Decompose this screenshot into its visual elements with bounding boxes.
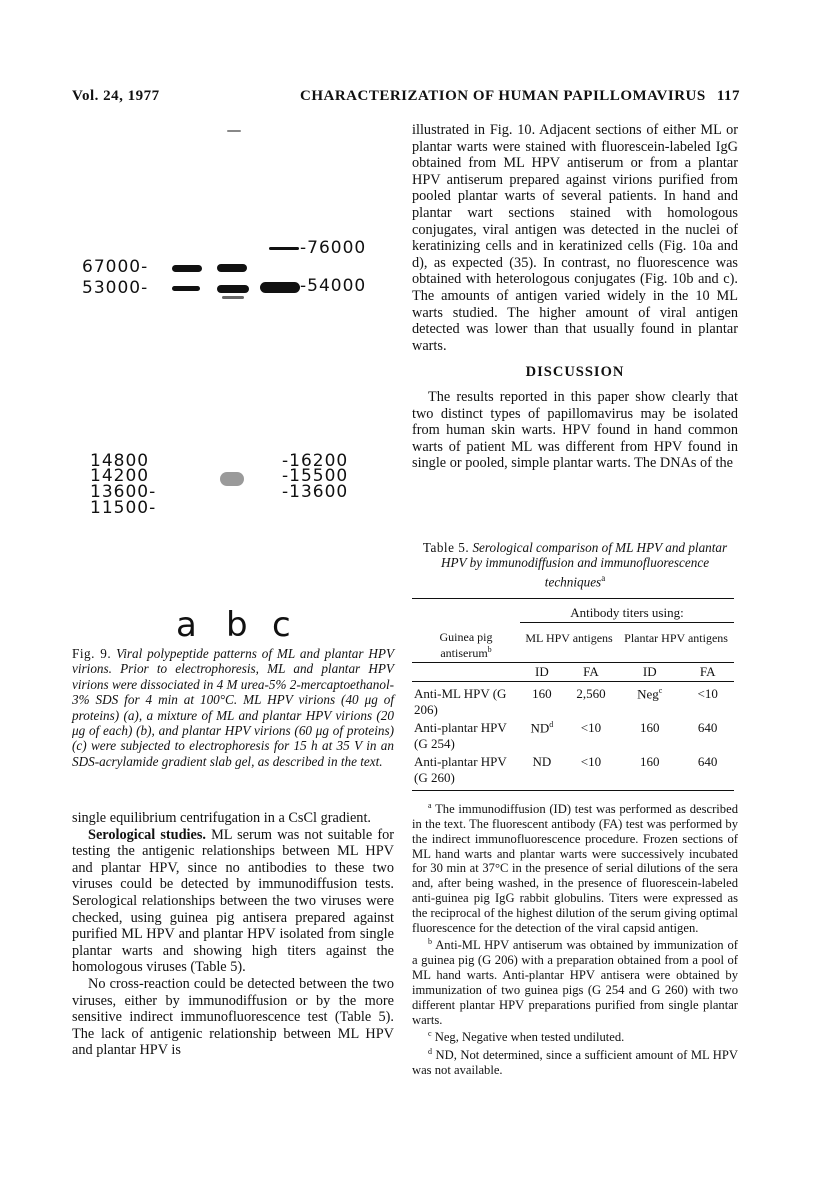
- footnote-a: $^a$ The immunodiffusion (ID) test was performed as described in the text. The fluorescent antibody (FA) test was performed by the indirect immunofluorescence procedure. Frozen sections of ML hand warts and plantar warts were successively incubated for 30 min at 37°C in the presence of serial dilutions of the sera and, after being washed, in the presence of fluorescein-labeled anti-guinea pig IgG rabbit globulins. Titers were expressed as the reciprocal of the highest dilution of the serum giving optimal fluorescence for the detection of the viral capsid antigen.: [412, 801, 738, 935]
- band-a-53000: [172, 286, 200, 291]
- serological-heading: Serological studies.: [88, 826, 207, 843]
- spanner-head: Antibody titers using:: [570, 604, 684, 620]
- marker-11500: 11500-: [90, 498, 157, 518]
- marker-54000: -54000: [300, 276, 367, 296]
- table-5: [412, 540, 738, 1078]
- band-top-speck: [227, 130, 241, 132]
- lane-b-label: b: [226, 605, 248, 645]
- volume-label: Vol. 24, 1977: [72, 88, 160, 104]
- discussion-heading: DISCUSSION: [525, 364, 625, 381]
- left-column: [72, 810, 394, 1059]
- table-title: Table 5. Serological comparison of ML HPV and plantar HPV by immunodiffusion and immunofluorescence techniques$^a$: [422, 540, 728, 590]
- table-footnotes: [412, 799, 738, 1078]
- sub-head-3: ID: [642, 664, 657, 680]
- running-title: CHARACTERIZATION OF HUMAN PAPILLOMAVIRUS: [300, 88, 706, 104]
- footnote-c: $^c$ Neg, Negative when tested undiluted.: [428, 1029, 625, 1045]
- stub-head: Guinea pig antiserum$^b$: [439, 630, 493, 661]
- table-row: Anti-ML HPV (G 206) 160 2,560 Neg$^c$ <10: [412, 682, 734, 720]
- sub-head-1: ID: [535, 664, 549, 680]
- sub-head-4: FA: [699, 664, 716, 680]
- table-label: Table 5.: [422, 540, 470, 555]
- marker-76000: -76000: [300, 238, 367, 258]
- band-b-smudge: [220, 472, 244, 486]
- band-c-54000: [260, 282, 300, 293]
- lane-c-label: c: [272, 605, 291, 645]
- right-para-1: illustrated in Fig. 10. Adjacent sections of either ML or plantar warts were stained with fluorescein-labeled IgG obtained from ML HPV antiserum or from a plantar HPV antiserum prepared against virions purified from pooled plantar warts of several patients. In hand and plantar wart sections stained with homologous conjugates, viral antigen was detected in the nuclei of keratinizing cells and in keratinized cells (Fig. 10a and d), as expected (35). In contrast, no fluorescence was obtained with heterologous conjugates (Fig. 10b and c). The amounts of antigen varied widely in the 10 ML warts studied. The higher amount of viral antigen detected was lower than that usually found in plantar warts.: [412, 122, 738, 354]
- caption-text: Viral polypeptide patterns of ML and plantar HPV virions. Prior to electrophoresis, ML and plantar HPV virions were dissociated in 4 M urea-5% 2-mercaptoethanol-3% SDS for 4 min at 100°C. ML HPV virions (40 μg of proteins) (a), a mixture of ML and plantar HPV virions (20 μg of each) (b), and plantar HPV virions (60 μg of proteins) (c) were subjected to electrophoresis for 15 h at 35 V in an SDS-acrylamide gradient slab gel, as described in the text.: [72, 646, 395, 769]
- marker-14800: 14800: [90, 451, 150, 471]
- table-row: Anti-plantar HPV (G 254) $ND^d$ <10 160 640: [414, 720, 718, 752]
- group-plantar: Plantar HPV antigens: [618, 622, 734, 654]
- band-b-faint: [222, 296, 244, 299]
- table-row: Anti-plantar HPV (G 260) ND <10 160 640: [412, 753, 734, 791]
- right-column: [412, 122, 738, 472]
- marker-13600-right: -13600: [282, 482, 349, 502]
- table-5-grid: [412, 598, 734, 792]
- marker-53000: 53000-: [82, 278, 149, 298]
- marker-15500: -15500: [282, 466, 349, 486]
- page-number: 117: [716, 88, 740, 104]
- marker-14200: 14200: [90, 466, 150, 486]
- sub-head-2: FA: [583, 664, 599, 680]
- band-b-53000: [217, 285, 249, 293]
- band-a-67000: [172, 265, 202, 272]
- running-header: [72, 88, 740, 108]
- left-para-2: Serological studies. ML serum was not suitable for testing the antigenic relationships between ML HPV and plantar HPV, since no antibodies to these two viruses could be detected by immunodiffusion tests. Serological relationships between the two viruses were checked, using guinea pig antisera prepared against purified ML HPV and plantar HPV isolated from single plantar warts and showing high titers against the homologous viruses (Table 5).: [72, 826, 394, 976]
- gel-figure: [72, 120, 392, 645]
- right-para-2: The results reported in this paper show clearly that two distinct types of papillomavirus may be isolated from human skin warts. HPV found in hand common warts of patient ML was different from HPV found in single or pooled, simple plantar warts. The DNAs of the: [412, 388, 738, 472]
- caption-label: Fig. 9.: [72, 646, 112, 661]
- marker-13600: 13600-: [90, 482, 157, 502]
- figure-caption: [72, 646, 394, 769]
- marker-67000: 67000-: [82, 257, 149, 277]
- left-para-1: single equilibrium centrifugation in a CsCl gradient.: [72, 810, 371, 826]
- marker-16200: -16200: [282, 451, 349, 471]
- group-ml: ML HPV antigens: [520, 622, 618, 654]
- band-b-67000: [217, 264, 247, 272]
- band-c-76000: [269, 247, 299, 250]
- lane-a-label: a: [176, 605, 197, 645]
- left-para-3: No cross-reaction could be detected between the two viruses, either by immunodiffusion or by the more sensitive indirect immunofluorescence test (Table 5). The lack of antigenic relationship between ML HPV and plantar HPV is: [72, 975, 394, 1059]
- footnote-b: $^b$ Anti-ML HPV antiserum was obtained by immunization of a guinea pig (G 206) with a preparation obtained from a pool of ML hand warts. Anti-plantar HPV antisera were obtained by immunization of two guinea pigs (G 254 and G 260) with two different plantar HPV preparations purified from single plantar warts.: [412, 937, 738, 1027]
- footnote-d: $^d$ ND, Not determined, since a sufficient amount of ML HPV was not available.: [412, 1047, 738, 1078]
